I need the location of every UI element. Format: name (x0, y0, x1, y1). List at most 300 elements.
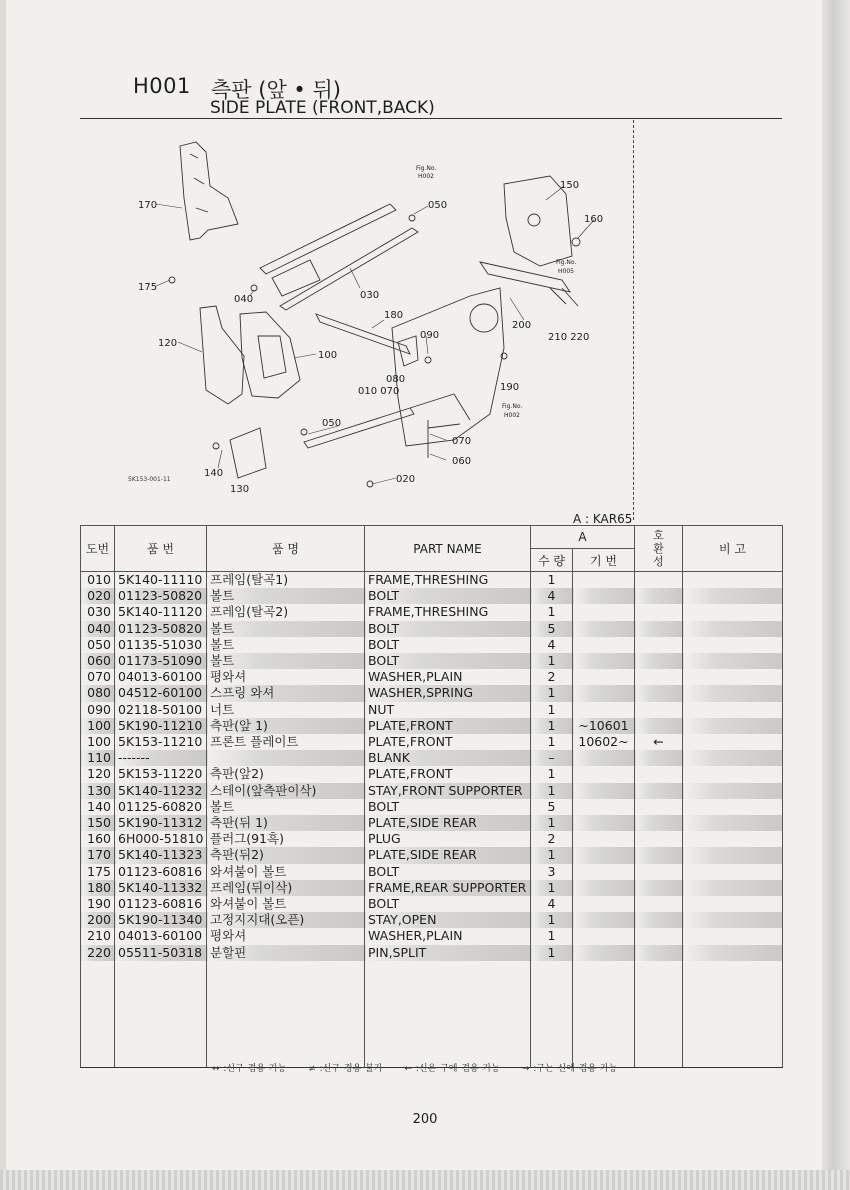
cell-compat (635, 847, 683, 863)
bolt-050-upper (409, 215, 415, 221)
part-010-upper-frame (260, 204, 396, 274)
page-left-edge (0, 0, 6, 1190)
table-row (81, 815, 783, 831)
cell-remarks (683, 815, 783, 831)
cell-quantity: 2 (531, 669, 573, 685)
cell-quantity: 1 (531, 912, 573, 928)
cell-remarks (683, 945, 783, 961)
cell-name-korean: 와셔붙이 볼트 (207, 864, 365, 880)
cell-compat (635, 928, 683, 944)
cell-part-name: WASHER,PLAIN (365, 928, 531, 944)
cell-name-korean: 프레임(탈곡1) (207, 572, 365, 589)
empty-cell (635, 961, 683, 1068)
callout-120: 120 (158, 338, 178, 349)
cell-no: 170 (81, 847, 115, 863)
cell-part-name: BLANK (365, 750, 531, 766)
cell-quantity: 1 (531, 702, 573, 718)
cell-part-code: 02118-50100 (115, 702, 207, 718)
part-030-frame (280, 228, 418, 310)
cell-part-code: 5K140-11120 (115, 604, 207, 620)
cell-compat (635, 831, 683, 847)
callout-030: 030 (360, 290, 380, 301)
cell-part-code: 01125-60820 (115, 799, 207, 815)
callout-160: 160 (584, 214, 604, 225)
cell-quantity: 1 (531, 734, 573, 750)
cell-serial (573, 847, 635, 863)
cell-remarks (683, 912, 783, 928)
cell-quantity: 1 (531, 604, 573, 620)
table-row (81, 864, 783, 880)
cell-serial: ~10601 (573, 718, 635, 734)
table-row (81, 669, 783, 685)
header-rule (80, 118, 782, 119)
cell-remarks (683, 685, 783, 701)
page-number: 200 (412, 1112, 438, 1127)
col-header-qty: 수 량 (531, 549, 573, 572)
col-header-name-ko: 품 명 (207, 526, 365, 572)
cell-part-code: 5K190-11210 (115, 718, 207, 734)
cell-remarks (683, 880, 783, 896)
part-150-hole (528, 214, 540, 226)
cell-part-code: 01135-51030 (115, 637, 207, 653)
part-170-plate (180, 142, 238, 240)
cell-compat (635, 572, 683, 589)
cell-part-name: BOLT (365, 799, 531, 815)
table-row (81, 928, 783, 944)
callout-080: 080 (386, 374, 406, 385)
cell-name-korean: 와셔붙이 볼트 (207, 896, 365, 912)
cell-part-name: PIN,SPLIT (365, 945, 531, 961)
cell-no: 070 (81, 669, 115, 685)
col-header-serial: 기 번 (573, 549, 635, 572)
cell-quantity: 1 (531, 880, 573, 896)
compatibility-legend (212, 1061, 635, 1074)
cell-part-code: 5K140-11323 (115, 847, 207, 863)
cell-compat (635, 588, 683, 604)
drawing-id: 5K153-001-11 (128, 476, 171, 483)
fig-ref-2-label: Fig.No. (556, 259, 577, 266)
cell-compat (635, 685, 683, 701)
cell-remarks (683, 669, 783, 685)
cell-no: 190 (81, 896, 115, 912)
cell-name-korean: 프레임(탈곡2) (207, 604, 365, 620)
cell-remarks (683, 783, 783, 799)
empty-cell (683, 961, 783, 1068)
callout-050-lower: 050 (322, 418, 342, 429)
cell-no: 150 (81, 815, 115, 831)
cell-no: 110 (81, 750, 115, 766)
cell-quantity: 5 (531, 799, 573, 815)
cell-remarks (683, 847, 783, 863)
table-row (81, 621, 783, 637)
empty-cell (207, 961, 365, 1068)
empty-cell (531, 961, 573, 1068)
cell-compat (635, 750, 683, 766)
cell-quantity: 1 (531, 928, 573, 944)
cell-serial: 10602~ (573, 734, 635, 750)
section-title-korean: 측판 (앞 • 뒤) (211, 78, 341, 102)
table-row (81, 734, 783, 750)
cell-remarks (683, 653, 783, 669)
cell-remarks (683, 928, 783, 944)
cell-serial (573, 896, 635, 912)
cell-compat (635, 621, 683, 637)
cell-name-korean: 측판(뒤 1) (207, 815, 365, 831)
col-header-code: 품 번 (115, 526, 207, 572)
bolt-140 (213, 443, 219, 449)
cell-name-korean: 볼트 (207, 799, 365, 815)
cell-quantity: 1 (531, 718, 573, 734)
cell-compat (635, 766, 683, 782)
cell-name-korean: 볼트 (207, 637, 365, 653)
cell-part-name: BOLT (365, 864, 531, 880)
cell-part-name: BOLT (365, 637, 531, 653)
cell-part-code: 04512-60100 (115, 685, 207, 701)
part-100-opening (258, 336, 286, 378)
col-header-group-a: A (531, 526, 635, 549)
part-160-plug (572, 238, 580, 246)
col-header-remarks: 비 고 (683, 526, 783, 572)
table-row (81, 702, 783, 718)
cell-remarks (683, 766, 783, 782)
cell-remarks (683, 896, 783, 912)
cell-compat (635, 783, 683, 799)
cell-compat (635, 945, 683, 961)
cell-part-code: 04013-60100 (115, 928, 207, 944)
cell-remarks (683, 637, 783, 653)
col-header-part-name: PART NAME (365, 526, 531, 572)
fig-ref-3-label: Fig.No. (502, 403, 523, 410)
cell-part-name: WASHER,SPRING (365, 685, 531, 701)
cell-compat (635, 669, 683, 685)
parts-table (80, 525, 783, 1068)
cell-part-name: PLUG (365, 831, 531, 847)
table-empty-space (81, 961, 783, 1068)
cell-part-code: 5K153-11210 (115, 734, 207, 750)
legend-item: ≠ :신구 경용 불가 (308, 1064, 383, 1074)
cell-no: 200 (81, 912, 115, 928)
col-header-no: 도번 (81, 526, 115, 572)
cell-remarks (683, 604, 783, 620)
cell-compat (635, 799, 683, 815)
page-right-edge (822, 0, 850, 1190)
part-170-detail (190, 154, 208, 212)
table-row (81, 572, 783, 589)
cell-no: 180 (81, 880, 115, 896)
table-row (81, 783, 783, 799)
cell-part-code: 04013-60100 (115, 669, 207, 685)
legend-item: → :구는 신에 겸용 가능 (521, 1064, 618, 1074)
empty-cell (81, 961, 115, 1068)
cell-part-name: BOLT (365, 588, 531, 604)
cell-no: 010 (81, 572, 115, 589)
cell-serial (573, 588, 635, 604)
table-row (81, 896, 783, 912)
fig-ref-3-number: H002 (504, 412, 520, 419)
cell-serial (573, 621, 635, 637)
table-row (81, 766, 783, 782)
table-row (81, 604, 783, 620)
cell-remarks (683, 734, 783, 750)
cell-compat (635, 653, 683, 669)
exploded-parts-diagram (110, 128, 610, 498)
cell-no: 120 (81, 766, 115, 782)
cell-serial (573, 669, 635, 685)
cell-part-code: 5K153-11220 (115, 766, 207, 782)
cell-quantity: 1 (531, 783, 573, 799)
cell-no: 060 (81, 653, 115, 669)
callout-200: 200 (512, 320, 532, 331)
table-row (81, 588, 783, 604)
callout-060: 060 (452, 456, 472, 467)
cell-name-korean: 측판(앞 1) (207, 718, 365, 734)
cell-compat (635, 912, 683, 928)
callout-010-070: 010 070 (358, 386, 400, 397)
cell-remarks (683, 799, 783, 815)
fig-ref-2-number: H005 (558, 268, 574, 275)
cell-serial (573, 864, 635, 880)
cell-serial (573, 928, 635, 944)
cell-name-korean: 스테이(앞측판이삭) (207, 783, 365, 799)
cell-part-name: STAY,OPEN (365, 912, 531, 928)
cell-part-code: 01123-50820 (115, 588, 207, 604)
cell-name-korean: 분할핀 (207, 945, 365, 961)
cell-quantity: 1 (531, 685, 573, 701)
cell-remarks (683, 702, 783, 718)
cell-quantity: 4 (531, 637, 573, 653)
cell-compat (635, 702, 683, 718)
cell-no: 140 (81, 799, 115, 815)
cell-part-name: FRAME,THRESHING (365, 572, 531, 589)
cell-no: 100 (81, 734, 115, 750)
cell-quantity: 4 (531, 588, 573, 604)
cell-serial (573, 831, 635, 847)
table-row (81, 637, 783, 653)
cell-part-name: PLATE,FRONT (365, 734, 531, 750)
callout-175: 175 (138, 282, 158, 293)
table-row (81, 750, 783, 766)
cell-serial (573, 750, 635, 766)
part-130-stay (230, 428, 266, 478)
cell-name-korean: 평와셔 (207, 669, 365, 685)
cell-compat (635, 637, 683, 653)
cell-serial (573, 604, 635, 620)
part-120-plate (200, 306, 244, 404)
cell-serial (573, 653, 635, 669)
cell-part-name: STAY,FRONT SUPPORTER (365, 783, 531, 799)
cell-serial (573, 685, 635, 701)
cell-part-name: PLATE,FRONT (365, 766, 531, 782)
cell-serial (573, 783, 635, 799)
cell-part-code: ------- (115, 750, 207, 766)
cell-part-name: FRAME,THRESHING (365, 604, 531, 620)
cell-no: 080 (81, 685, 115, 701)
cell-part-code: 5K190-11340 (115, 912, 207, 928)
cell-name-korean: 고정지지대(오픈) (207, 912, 365, 928)
cell-remarks (683, 864, 783, 880)
cell-part-name: NUT (365, 702, 531, 718)
cell-serial (573, 912, 635, 928)
cell-quantity: – (531, 750, 573, 766)
part-210-220-pins (550, 288, 578, 306)
cell-name-korean: 평와셔 (207, 928, 365, 944)
empty-cell (573, 961, 635, 1068)
cell-remarks (683, 718, 783, 734)
cell-name-korean: 플러그(91흑) (207, 831, 365, 847)
part-010-frame (392, 288, 504, 446)
cell-compat (635, 896, 683, 912)
callout-050-upper: 050 (428, 200, 448, 211)
part-100-plate (240, 312, 300, 398)
callout-020: 020 (396, 474, 416, 485)
cell-name-korean: 볼트 (207, 621, 365, 637)
cell-serial (573, 945, 635, 961)
callout-150: 150 (560, 180, 580, 191)
part-lower-frame (304, 408, 414, 448)
cell-compat (635, 880, 683, 896)
cell-part-name: BOLT (365, 896, 531, 912)
cell-remarks (683, 588, 783, 604)
cell-serial (573, 766, 635, 782)
cell-part-code: 6H000-51810 (115, 831, 207, 847)
part-010-hole (470, 304, 498, 332)
callout-130: 130 (230, 484, 250, 495)
cell-remarks (683, 572, 783, 589)
cell-no: 130 (81, 783, 115, 799)
cell-part-code: 5K140-11110 (115, 572, 207, 589)
callout-labels (138, 180, 603, 495)
section-code: H001 (133, 74, 191, 98)
cell-part-name: PLATE,SIDE REAR (365, 815, 531, 831)
cell-name-korean: 프론트 플레이트 (207, 734, 365, 750)
cell-quantity: 3 (531, 864, 573, 880)
cell-part-name: PLATE,SIDE REAR (365, 847, 531, 863)
legend-item: ← :신은 구에 겸용 가능 (404, 1064, 500, 1074)
cell-name-korean (207, 750, 365, 766)
cell-name-korean: 프레임(뒤이삭) (207, 880, 365, 896)
cell-remarks (683, 750, 783, 766)
part-frame-panel (272, 260, 320, 296)
nut-090 (425, 357, 431, 363)
part-010-detail (410, 394, 470, 428)
cell-quantity: 1 (531, 653, 573, 669)
cell-quantity: 1 (531, 766, 573, 782)
table-row (81, 880, 783, 896)
cell-name-korean: 너트 (207, 702, 365, 718)
legend-item: ↔ :신구 겸용 가능 (212, 1064, 287, 1074)
cell-name-korean: 측판(앞2) (207, 766, 365, 782)
parts-table-body (81, 572, 783, 1068)
empty-cell (365, 961, 531, 1068)
table-row (81, 831, 783, 847)
cell-part-name: BOLT (365, 653, 531, 669)
cell-no: 220 (81, 945, 115, 961)
part-200-stay (480, 262, 570, 292)
cell-part-code: 01123-60816 (115, 864, 207, 880)
cell-part-name: BOLT (365, 621, 531, 637)
fig-ref-1-number: H002 (418, 173, 434, 180)
fig-ref-1-label: Fig.No. (416, 165, 437, 172)
table-row (81, 912, 783, 928)
cell-no: 160 (81, 831, 115, 847)
callout-140: 140 (204, 468, 224, 479)
callout-090: 090 (420, 330, 440, 341)
cell-no: 040 (81, 621, 115, 637)
cell-remarks (683, 621, 783, 637)
cell-name-korean: 볼트 (207, 588, 365, 604)
table-row (81, 847, 783, 863)
cell-part-name: WASHER,PLAIN (365, 669, 531, 685)
table-row (81, 653, 783, 669)
table-row (81, 685, 783, 701)
cell-no: 020 (81, 588, 115, 604)
cell-part-name: FRAME,REAR SUPPORTER (365, 880, 531, 896)
cell-serial (573, 815, 635, 831)
cell-quantity: 4 (531, 896, 573, 912)
callout-190: 190 (500, 382, 520, 393)
cell-part-code: 5K190-11312 (115, 815, 207, 831)
cell-quantity: 1 (531, 847, 573, 863)
cell-quantity: 1 (531, 572, 573, 589)
bolt-050-lower (301, 429, 307, 435)
callout-100: 100 (318, 350, 338, 361)
cell-compat (635, 718, 683, 734)
col-header-compat: 호 환 성 (635, 526, 683, 572)
cell-compat (635, 604, 683, 620)
cell-serial (573, 799, 635, 815)
page-bottom-edge (0, 1170, 850, 1190)
cell-serial (573, 702, 635, 718)
callout-070: 070 (452, 436, 472, 447)
empty-cell (115, 961, 207, 1068)
table-row (81, 945, 783, 961)
cell-no: 175 (81, 864, 115, 880)
callout-040: 040 (234, 294, 254, 305)
cell-no: 210 (81, 928, 115, 944)
cell-part-code: 01123-50820 (115, 621, 207, 637)
cell-part-code: 5K140-11232 (115, 783, 207, 799)
cell-compat: ← (635, 734, 683, 750)
cell-no: 030 (81, 604, 115, 620)
callout-170: 170 (138, 200, 158, 211)
model-designation: A : KAR65 (573, 512, 633, 526)
cell-serial (573, 637, 635, 653)
cell-remarks (683, 831, 783, 847)
cell-quantity: 5 (531, 621, 573, 637)
callout-210-220: 210 220 (548, 332, 590, 343)
cell-quantity: 1 (531, 815, 573, 831)
cell-compat (635, 864, 683, 880)
cell-quantity: 1 (531, 945, 573, 961)
callout-180: 180 (384, 310, 404, 321)
cell-no: 090 (81, 702, 115, 718)
cell-part-code: 01123-60816 (115, 896, 207, 912)
table-row (81, 799, 783, 815)
cell-part-code: 01173-51090 (115, 653, 207, 669)
cell-part-code: 05511-50318 (115, 945, 207, 961)
table-header-row (81, 526, 783, 549)
cell-name-korean: 스프링 와셔 (207, 685, 365, 701)
cell-name-korean: 측판(뒤2) (207, 847, 365, 863)
cell-name-korean: 볼트 (207, 653, 365, 669)
diagram-divider-dashed (633, 120, 634, 520)
cell-no: 050 (81, 637, 115, 653)
table-row (81, 718, 783, 734)
cell-no: 100 (81, 718, 115, 734)
cell-serial (573, 572, 635, 589)
section-title-english: SIDE PLATE (FRONT,BACK) (210, 98, 435, 118)
cell-part-code: 5K140-11332 (115, 880, 207, 896)
